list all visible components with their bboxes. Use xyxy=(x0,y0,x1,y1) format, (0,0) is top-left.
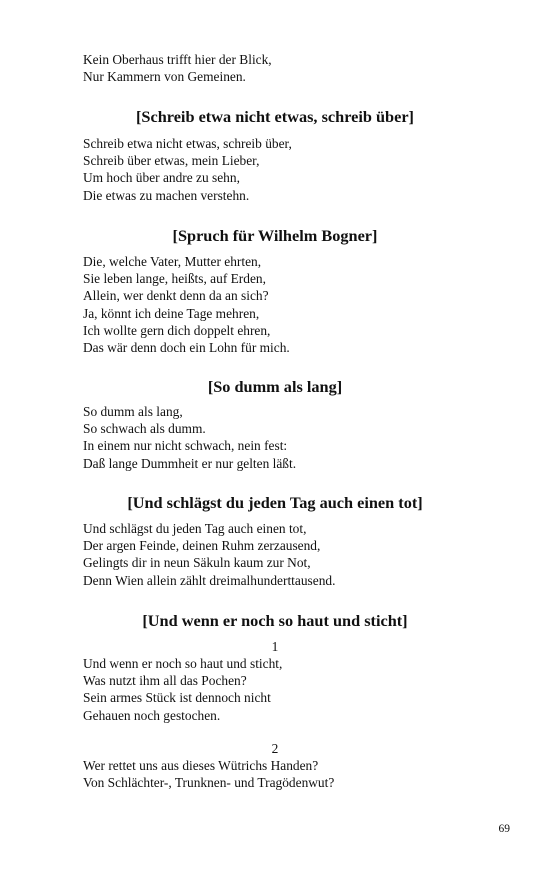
part-number: 1 xyxy=(271,639,279,654)
poem-stanza xyxy=(83,403,296,472)
verse-line: Sie leben lange, heißts, auf Erden, xyxy=(83,271,266,287)
verse-line: Gelingts dir in neun Säkuln kaum zur Not, xyxy=(83,555,311,571)
verse-line: Um hoch über andre zu sehn, xyxy=(83,170,240,186)
page-number: 69 xyxy=(498,823,510,835)
poem-title: [Und schlägst du jeden Tag auch einen tot] xyxy=(127,493,423,512)
verse-line: In einem nur nicht schwach, nein fest: xyxy=(83,438,288,454)
verse-line: Gehauen noch gestochen. xyxy=(83,707,221,723)
verse-line: Daß lange Dummheit er nur gelten läßt. xyxy=(83,455,297,471)
verse-line: Was nutzt ihm all das Pochen? xyxy=(83,673,247,689)
part-number: 2 xyxy=(271,741,279,756)
poem-stanza xyxy=(83,757,334,791)
intro-stanza xyxy=(83,51,272,85)
poem-stanza xyxy=(83,253,290,356)
poem-title: [Und wenn er noch so haut und sticht] xyxy=(142,611,408,630)
verse-line: Das wär denn doch ein Lohn für mich. xyxy=(83,340,290,356)
verse-line: Von Schlächter-, Trunknen- und Tragödenwut? xyxy=(83,775,335,791)
poem-stanza xyxy=(83,135,292,204)
verse-line: So schwach als dumm. xyxy=(83,421,206,437)
verse-line: Die etwas zu machen verstehn. xyxy=(83,187,250,203)
verse-line: Wer rettet uns aus dieses Wütrichs Handen? xyxy=(83,758,319,773)
verse-line: Schreib über etwas, mein Lieber, xyxy=(83,153,260,169)
poem-stanza xyxy=(83,655,282,724)
poem-title: [Spruch für Wilhelm Bogner] xyxy=(172,226,378,245)
verse-line: Nur Kammern von Gemeinen. xyxy=(83,69,246,85)
poem-title: [So dumm als lang] xyxy=(207,377,343,396)
verse-line: Ich wollte gern dich doppelt ehren, xyxy=(83,322,271,338)
verse-line: Allein, wer denkt denn da an sich? xyxy=(83,288,269,304)
verse-line: Schreib etwa nicht etwas, schreib über, xyxy=(83,136,292,151)
verse-line: Ja, könnt ich deine Tage mehren, xyxy=(83,305,260,321)
verse-line: Kein Oberhaus trifft hier der Blick, xyxy=(83,52,272,67)
verse-line: Denn Wien allein zählt dreimalhunderttausend. xyxy=(83,572,336,588)
verse-line: Sein armes Stück ist dennoch nicht xyxy=(83,690,271,706)
verse-line: Die, welche Vater, Mutter ehrten, xyxy=(83,254,262,269)
poem-stanza xyxy=(83,520,335,589)
verse-line: Und wenn er noch so haut und sticht, xyxy=(83,656,283,671)
verse-line: So dumm als lang, xyxy=(83,404,183,419)
poem-title: [Schreib etwa nicht etwas, schreib über] xyxy=(136,107,414,126)
verse-line: Und schlägst du jeden Tag auch einen tot, xyxy=(83,521,307,536)
verse-line: Der argen Feinde, deinen Ruhm zerzausend, xyxy=(83,538,321,554)
